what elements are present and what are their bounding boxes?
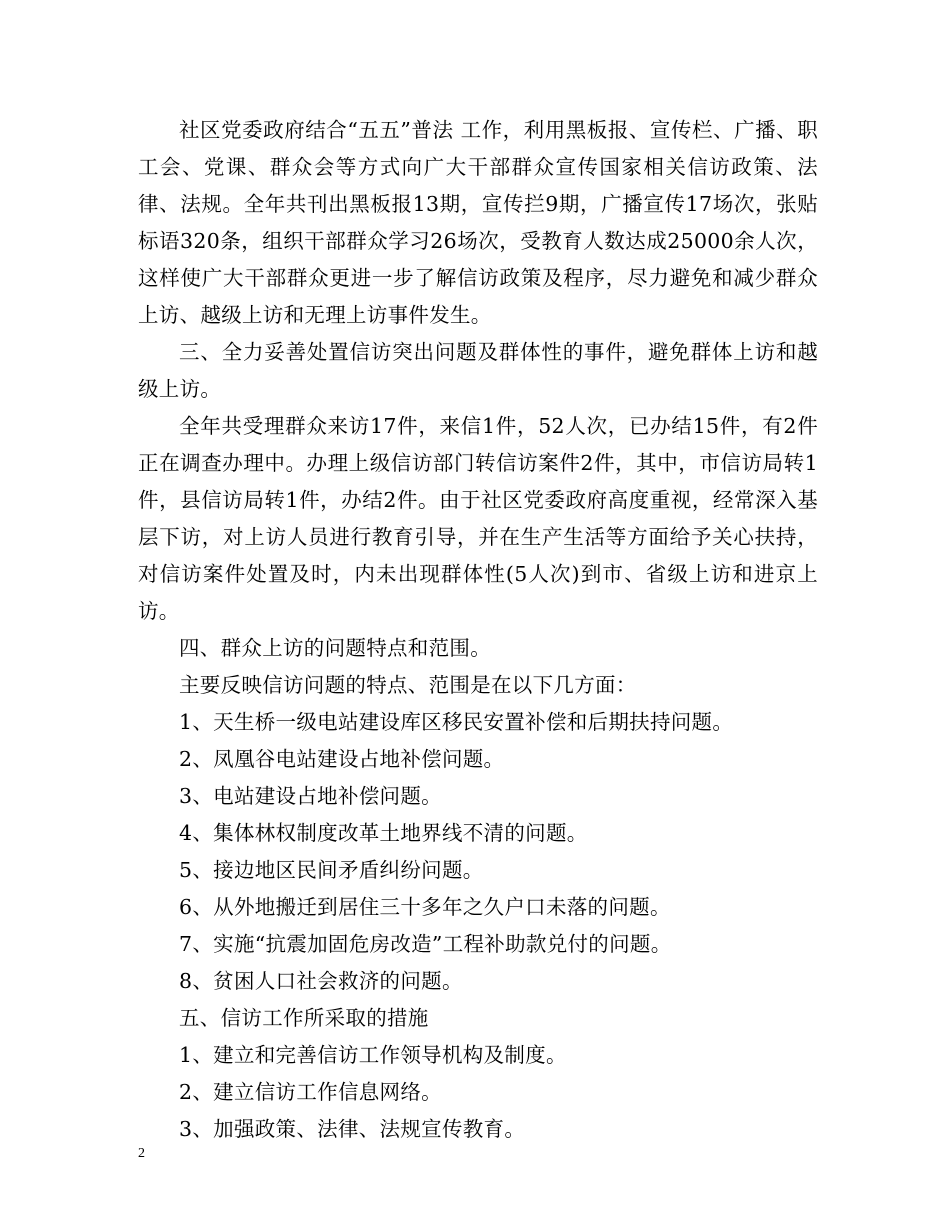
list-item: 1、建立和完善信访工作领导机构及制度。 <box>179 1043 567 1067</box>
section-heading-four: 四、群众上访的问题特点和范围。 <box>179 636 491 660</box>
paragraph-petitions-handled: 全年共受理群众来访17件，来信1件，52人次，已办结15件，有2件正在调查办理中。办理上级信访部门转信访案件2件，其中，市信访局转1件，县信访局转1件，办结2件。由于社区党委政府高度重视，经常深入基层下访，对上访人员进行教育引导，并在生产生活等方面给予关心扶持，对信访案件处置及时，内未出现群体性(5人次)到市、省级上访和进京上访。 <box>138 414 818 623</box>
list-item: 1、天生桥一级电站建设库区移民安置补偿和后期扶持问题。 <box>179 710 734 734</box>
section-heading-five: 五、信访工作所采取的措施 <box>179 1006 429 1030</box>
list-item: 8、贫困人口社会救济的问题。 <box>179 969 463 993</box>
list-item: 7、实施“抗震加固危房改造”工程补助款兑付的问题。 <box>179 932 672 956</box>
page-number: 2 <box>138 1146 145 1161</box>
list-item: 6、从外地搬迁到居住三十多年之久户口未落的问题。 <box>179 895 671 919</box>
list-item: 3、电站建设占地补偿问题。 <box>179 784 442 808</box>
list-item: 5、接边地区民间矛盾纠纷问题。 <box>179 858 484 882</box>
section-heading-three: 三、全力妥善处置信访突出问题及群体性的事件，避免群体上访和越级上访。 <box>138 340 818 401</box>
list-item: 3、加强政策、法律、法规宣传教育。 <box>179 1117 526 1141</box>
list-item: 2、建立信访工作信息网络。 <box>179 1080 442 1104</box>
document-body <box>138 112 818 1148</box>
paragraph-intro-list: 主要反映信访问题的特点、范围是在以下几方面： <box>179 673 637 697</box>
list-item: 4、集体林权制度改革土地界线不清的问题。 <box>179 821 588 845</box>
paragraph-publicity: 社区党委政府结合“五五”普法 工作，利用黑板报、宣传栏、广播、职工会、党课、群众会等方式向广大干部群众宣传国家相关信访政策、法律、法规。全年共刊出黑板报13期，宣传拦9期，广播宣传17场次，张贴标语320条，组织干部群众学习26场次，受教育人数达成25000余人次，这样使广大干部群众更进一步了解信访政策及程序，尽力避免和减少群众上访、越级上访和无理上访事件发生。 <box>138 118 818 327</box>
list-item: 2、凤凰谷电站建设占地补偿问题。 <box>179 747 505 771</box>
